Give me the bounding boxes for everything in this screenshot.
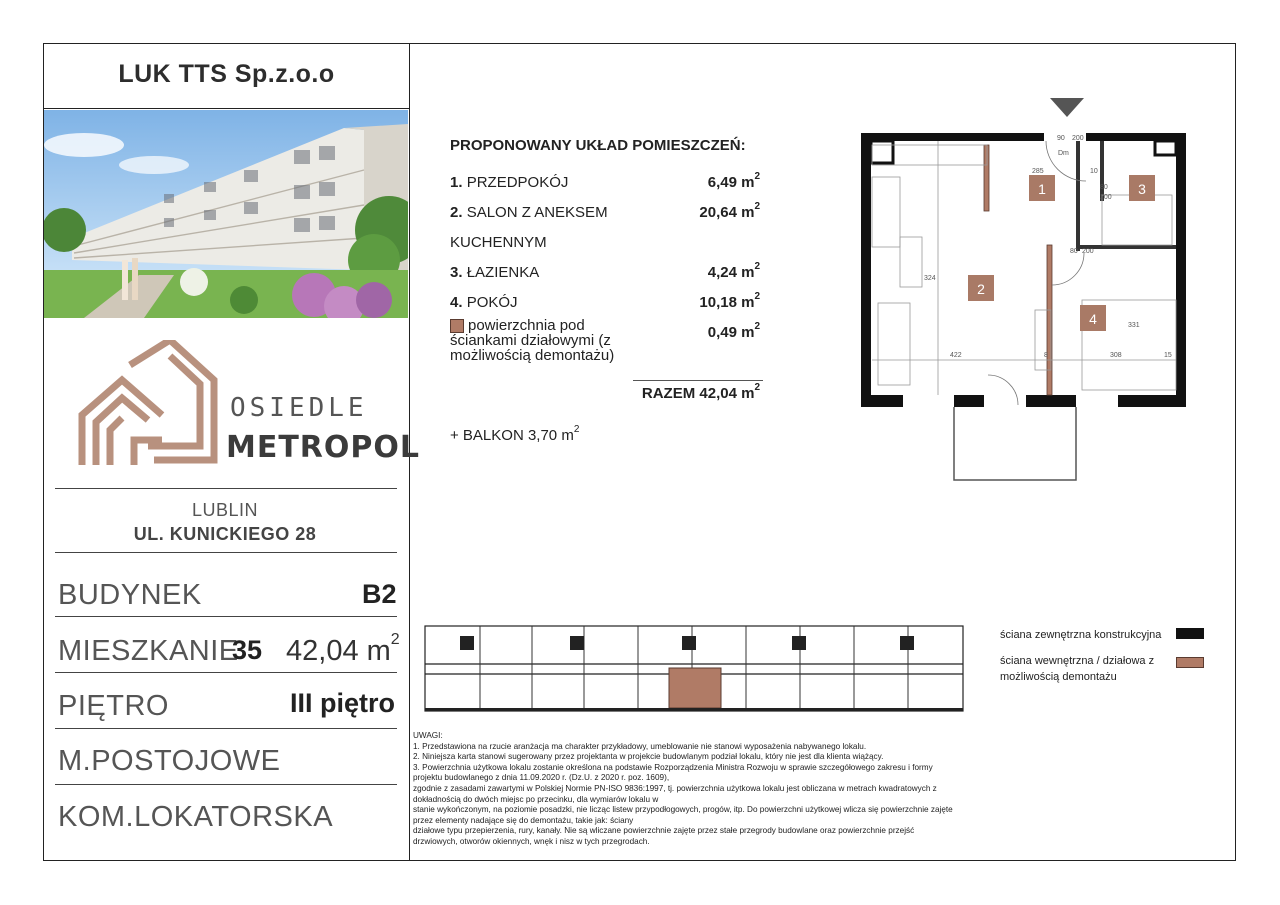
dimension-label: 324 (924, 275, 936, 282)
note-line: działowe typu przepierzenia, rury, kanały. Nie są wliczane powierzchnie zajęte przez stałe przegrody budowlane oraz powierzchnie przejść drzwiowych, otworów okiennych, wnęk i nisz w tych przegrodach. (413, 826, 915, 846)
logo-line2: METROPOL (226, 430, 421, 465)
dimension-label: 308 (1110, 352, 1122, 359)
building-label: BUDYNEK (58, 579, 202, 611)
room-tag-2: 2 (977, 281, 985, 297)
balcony-area: + BALKON 3,70 $m^2$ (450, 424, 580, 444)
city: LUBLIN (191, 500, 259, 520)
dimension-label: 90 (1057, 135, 1065, 142)
logo-line1: OSIEDLE (230, 393, 368, 423)
storage-label: KOM.LOKATORSKA (58, 801, 334, 833)
legend-internal-wall: ściana wewnętrzna / działowa z możliwością demontażu (1000, 655, 1155, 683)
note-line: stanie wykończonym, na poziomie posadzki, nie licząc listew przypodłogowych, progów, itp. Do powierzchni użytkowej wlicza się powierzchnie zajęte przez elementy nadające się do demontażu, takie jak: ściany (413, 805, 953, 825)
note-line: zgodnie z zasadami zawartymi w Polskiej Normie PN-ISO 9836:1997, tj. powierzchnia użytkowa lokalu jest obliczana w metrach kwadratowych z dokładnością do dwóch miejsc po przecinku, dla wymiarów lokalu w (413, 783, 937, 804)
room-2-area: 20,64 $m^2$ (699, 201, 760, 221)
room-1-name: 1. PRZEDPOKÓJ (450, 174, 569, 191)
house-logo-icon (74, 340, 234, 470)
partition-note: powierzchnia pod ściankami działowymi (z możliwością demontażu) (450, 317, 615, 364)
note-line: 3. Powierzchnia użytkowa lokalu zostanie określona na podstawie Rozporządzenia Ministra Rozwoju w sprawie szczegółowego zakresu i formy projektu budowlanego z dnia 11.09.2020 r. (Dz.U. z 2020 r. poz. 1609), (413, 762, 933, 783)
divider (55, 616, 397, 617)
note-line: 2. Niniejsza karta stanowi sugerowany przez projektanta w projekcie budowlanym podział lokalu, który nie jest dla klienta wiążący. (413, 752, 884, 762)
divider (55, 488, 397, 489)
dimension-label: 10 (1090, 168, 1098, 175)
building-photo (44, 110, 408, 318)
floor-plan (850, 95, 1210, 490)
room-tag-4: 4 (1089, 311, 1097, 327)
internal-wall-swatch (1176, 657, 1204, 668)
dimension-label: 331 (1128, 322, 1140, 329)
entrance-arrow-icon (1050, 98, 1084, 117)
room-tag-1: 1 (1038, 181, 1046, 197)
room-tag-3: 3 (1138, 181, 1146, 197)
dimension-label: 200 (1082, 248, 1094, 255)
parking-label: M.POSTOJOWE (58, 745, 281, 777)
room-4-name: 4. POKÓJ (450, 294, 518, 311)
floor-label: PIĘTRO (58, 690, 169, 722)
divider (55, 728, 397, 729)
dimension-label: 200 (1100, 194, 1112, 201)
highlighted-apartment (669, 668, 721, 708)
dimension-label: 285 (1032, 168, 1044, 175)
room-3-area: 4,24 $m^2$ (707, 261, 760, 281)
total-area: RAZEM 42,04 $m^2$ (641, 382, 760, 402)
room-1-area: 6,49 $m^2$ (707, 171, 760, 191)
divider (55, 672, 397, 673)
room-3-name: 3. ŁAZIENKA (450, 264, 540, 281)
total-rule (633, 380, 763, 381)
dimension-label: Dm (1058, 150, 1069, 157)
notes (413, 731, 958, 848)
apartment-label: MIESZKANIE (58, 635, 239, 667)
apartment-area: 42,04 $m^2$ (286, 631, 400, 667)
note-line: 1. Przedstawiona na rzucie aranżacja ma charakter przykładowy, umeblowanie nie stanowi wyposażenia nabywanego lokalu. (413, 741, 867, 751)
dimension-label: 15 (1164, 352, 1172, 359)
dimension-label: 80 (1100, 184, 1108, 191)
building-value: B2 (362, 579, 397, 609)
company-name: LUK TTS Sp.z.o.o (118, 60, 335, 88)
divider (55, 552, 397, 553)
dimension-label: 8 (1044, 352, 1048, 359)
divider (55, 784, 397, 785)
partition-swatch (450, 319, 464, 333)
dimension-label: 80 (1070, 248, 1078, 255)
room-4-area: 10,18 $m^2$ (699, 291, 760, 311)
floor-value: III piętro (290, 688, 396, 718)
building-key-plan (420, 622, 968, 722)
divider (44, 108, 409, 109)
external-wall-swatch (1176, 628, 1204, 639)
room-2-name: 2. SALON Z ANEKSEM (450, 204, 608, 221)
dimension-label: 200 (1072, 135, 1084, 142)
rooms-title: PROPONOWANY UKŁAD POMIESZCZEŃ: (450, 137, 746, 154)
dimension-label: 422 (950, 352, 962, 359)
apartment-number: 35 (232, 635, 263, 665)
street-address: UL. KUNICKIEGO 28 (133, 524, 317, 544)
partition-area: 0,49 $m^2$ (707, 321, 760, 341)
legend-external-wall: ściana zewnętrzna konstrukcyjna (1000, 629, 1162, 641)
notes-title: UWAGI: (413, 731, 443, 740)
room-2-name-cont: KUCHENNYM (450, 234, 547, 251)
